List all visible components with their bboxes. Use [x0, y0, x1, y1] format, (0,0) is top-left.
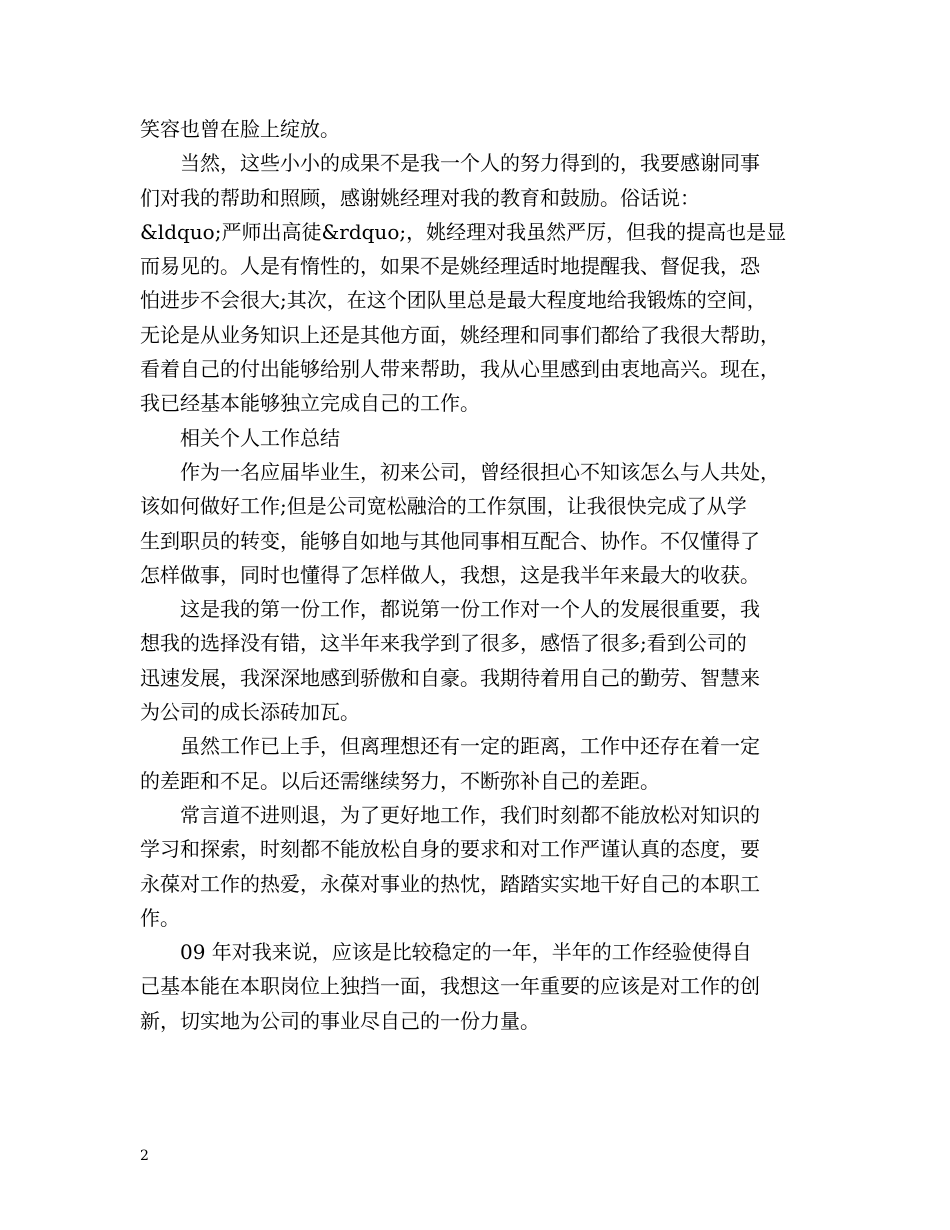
text-line: 而易见的。人是有惰性的，如果不是姚经理适时地提醒我、督促我，恐	[140, 254, 760, 279]
text-line: 无论是从业务知识上还是其他方面，姚经理和同事们都给了我很大帮助，	[140, 322, 780, 347]
text-line: 想我的选择没有错，这半年来我学到了很多，感悟了很多;看到公司的	[140, 631, 747, 656]
text-line: 该如何做好工作;但是公司宽松融洽的工作氛围，让我很快完成了从学	[140, 494, 747, 519]
text-line: 迅速发展，我深深地感到骄傲和自豪。我期待着用自己的勤劳、智慧来	[140, 665, 760, 690]
text-line: 笑容也曾在脸上绽放。	[140, 117, 340, 141]
text-line: 作为一名应届毕业生，初来公司，曾经很担心不知该怎么与人共处，	[180, 459, 780, 484]
text-line: 们对我的帮助和照顾，感谢姚经理对我的教育和鼓励。俗话说：	[140, 185, 700, 210]
text-line: 生到职员的转变，能够自如地与其他同事相互配合、协作。不仅懂得了	[140, 528, 760, 553]
section-heading: 相关个人工作总结	[180, 425, 340, 450]
text-line: 作。	[140, 905, 180, 930]
text-line: 永葆对工作的热爱，永葆对事业的热忱，踏踏实实地干好自己的本职工	[140, 871, 760, 896]
page-number: 2	[140, 1148, 149, 1164]
document-body	[140, 112, 830, 1038]
text-line: 新，切实地为公司的事业尽自己的一份力量。	[140, 1008, 540, 1033]
text-line: 为公司的成长添砖加瓦。	[140, 700, 360, 725]
text-line: 这是我的第一份工作，都说第一份工作对一个人的发展很重要，我	[180, 597, 760, 622]
text-line: 怎样做事，同时也懂得了怎样做人，我想，这是我半年来最大的收获。	[140, 562, 760, 587]
text-line: 看着自己的付出能够给别人带来帮助，我从心里感到由衷地高兴。现在，	[140, 357, 780, 382]
text-line: 怕进步不会很大;其次，在这个团队里总是最大程度地给我锻炼的空间，	[140, 288, 767, 313]
text-line: 常言道不进则退，为了更好地工作，我们时刻都不能放松对知识的	[180, 802, 760, 827]
text-line: 虽然工作已上手，但离理想还有一定的距离，工作中还存在着一定	[180, 734, 760, 759]
text-line: 的差距和不足。以后还需继续努力，不断弥补自己的差距。	[140, 768, 660, 793]
text-line: 当然，这些小小的成果不是我一个人的努力得到的，我要感谢同事	[180, 151, 760, 176]
text-line: 学习和探索，时刻都不能放松自身的要求和对工作严谨认真的态度，要	[140, 837, 760, 862]
text-line: 我已经基本能够独立完成自己的工作。	[140, 391, 480, 416]
text-line: 己基本能在本职岗位上独挡一面，我想这一年重要的应该是对工作的创	[140, 974, 760, 999]
text-line: 09 年对我来说，应该是比较稳定的一年，半年的工作经验使得自	[180, 940, 752, 965]
text-line: &ldquo;严师出高徒&rdquo;，姚经理对我虽然严厉，但我的提高也是显	[140, 219, 787, 244]
